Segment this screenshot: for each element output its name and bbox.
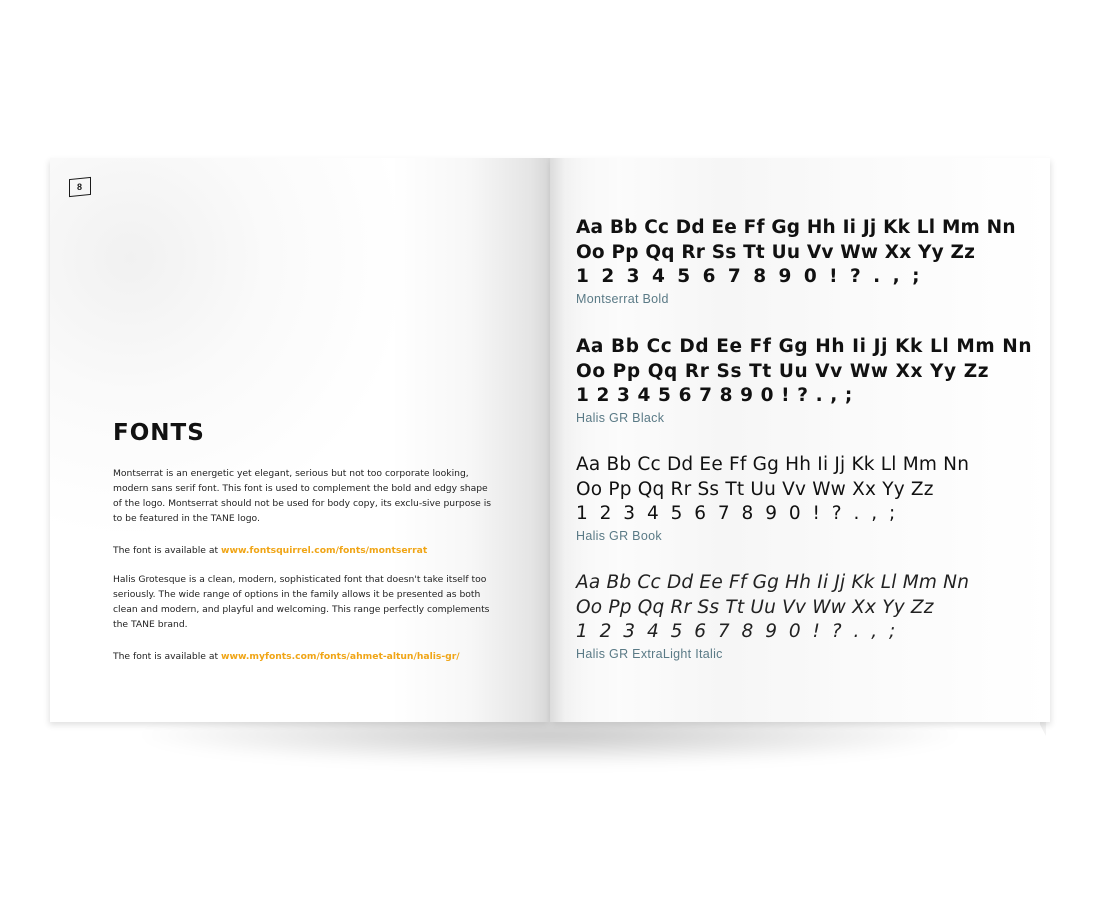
specimen-numerals-line: 1 2 3 4 5 6 7 8 9 0 ! ? . , ; [576,621,899,642]
halis-availability [113,649,498,664]
font-name-label: Halis GR Black [576,410,665,425]
specimen-alphabet-line-1: Aa Bb Cc Dd Ee Ff Gg Hh Ii Jj Kk Ll Mm Nn [576,454,970,475]
specimen-alphabet-line-1: Aa Bb Cc Dd Ee Ff Gg Hh Ii Jj Kk Ll Mm Nn [576,217,1016,238]
font-name-label: Halis GR ExtraLight Italic [576,646,723,661]
font-specimen-halis-book [576,453,1046,544]
specimen-alphabet-line-1: Aa Bb Cc Dd Ee Ff Gg Hh Ii Jj Kk Ll Mm Nn [576,572,970,593]
specimen-alphabet-line-2: Oo Pp Qq Rr Ss Tt Uu Vv Ww Xx Yy Zz [576,360,990,382]
page-number: 8 [77,182,83,193]
font-name-label: Montserrat Bold [576,291,669,306]
specimen-numerals-line: 1 2 3 4 5 6 7 8 9 0 ! ? . , ; [576,503,899,524]
specimen-numerals-line: 1 2 3 4 5 6 7 8 9 0 ! ? . , ; [576,266,923,287]
specimen-alphabet-line-2: Oo Pp Qq Rr Ss Tt Uu Vv Ww Xx Yy Zz [576,241,976,263]
page-title: FONTS [113,420,205,446]
font-name-label: Halis GR Book [576,528,662,543]
montserrat-description: Montserrat is an energetic yet elegant, serious but not too corporate looking, modern sans serif font. This font is used to complement the bold and edgy shape of the logo. Montserrat should not be used for body copy, its exclu-sive purpose is to be featured in the TANE logo. [113,468,492,524]
halis-description: Halis Grotesque is a clean, modern, sophisticated font that doesn't take itself too seriously. The wide range of options in the family allows it be presented as both clean and modern, and playful and welcoming. This range perfectly complements the TANE brand. [113,574,490,630]
montserrat-link[interactable]: www.fontsquirrel.com/fonts/montserrat [221,545,428,556]
font-specimen-montserrat-bold [576,216,1046,307]
specimen-alphabet-line-2: Oo Pp Qq Rr Ss Tt Uu Vv Ww Xx Yy Zz [576,596,934,618]
availability-prefix: The font is available at [113,651,222,662]
page-number-badge [69,177,91,197]
font-specimen-halis-black [576,335,1046,426]
left-page [50,158,550,722]
right-page [550,158,1050,722]
specimen-numerals-line: 1 2 3 4 5 6 7 8 9 0 ! ? . , ; [576,385,853,406]
specimen-alphabet-line-1: Aa Bb Cc Dd Ee Ff Gg Hh Ii Jj Kk Ll Mm Nn [576,336,1033,357]
montserrat-availability [113,543,498,558]
font-specimen-halis-extralight-italic [576,571,1046,662]
availability-prefix: The font is available at [113,545,222,556]
halis-link[interactable]: www.myfonts.com/fonts/ahmet-altun/halis-gr/ [221,651,460,662]
specimen-alphabet-line-2: Oo Pp Qq Rr Ss Tt Uu Vv Ww Xx Yy Zz [576,478,934,500]
